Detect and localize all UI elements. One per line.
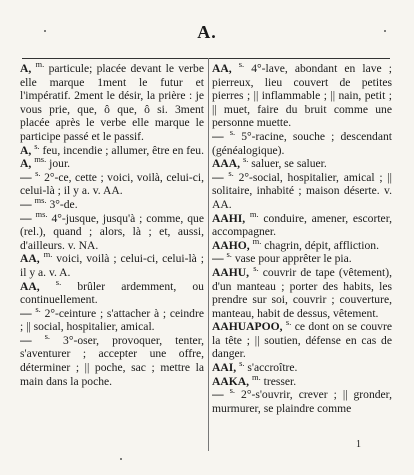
definition: couvrir de tape (vêtement), d'un manteau ; porter des habits, les prendre sur soi, couvrir ; couverture, manteau, habit de dessus, vêtement. (212, 265, 392, 320)
definition: 2°-ce, cette ; voici, voilà, celui-ci, celui-là ; il y a. v. AA. (20, 170, 204, 198)
headword: — (212, 252, 224, 266)
headword: AA, (20, 252, 40, 266)
grammar-tag: s. (226, 249, 232, 260)
headword: — (212, 129, 224, 143)
definition: ce dont on se couvre la tête ; || soutien, défense en cas de danger. (212, 320, 392, 361)
grammar-tag: s. (229, 385, 236, 396)
definition: 3°-de. (49, 197, 78, 211)
grammar-tag: m. (251, 371, 261, 382)
dictionary-entry (212, 167, 392, 212)
print-speck (120, 458, 122, 460)
dictionary-entry (212, 127, 392, 157)
page-heading: A. (197, 22, 217, 42)
grammar-tag: s. (35, 167, 41, 178)
grammar-tag: s. (55, 276, 62, 287)
headword: — (20, 333, 32, 347)
headword: — (20, 197, 32, 211)
definition: 4°-lave, abondant en lave ; pierreux, lieu couvert de petites pierres ; || inflammable ; || nain, petit ; || muet, faire du bruit comme une personne muette. (212, 62, 392, 130)
grammar-tag: s. (253, 263, 259, 274)
definition: tresser. (263, 374, 297, 388)
left-column (20, 62, 204, 455)
definition: s'accroître. (247, 361, 298, 375)
headword: AAHI, (212, 211, 246, 225)
dictionary-entry (212, 249, 392, 266)
grammar-tag: ms. (34, 154, 47, 165)
grammar-tag: s. (34, 140, 40, 151)
definition: voici, voilà ; celui-ci, celui-là ; il y a. v. A. (20, 252, 204, 279)
headword: AAHUAPOO, (212, 320, 283, 334)
definition: brûler ardemment, ou continuellement. (20, 279, 204, 307)
definition: 2°-s'ouvrir, crever ; || gronder, murmurer, se plaindre comme (212, 388, 392, 415)
headword: A, (20, 157, 32, 171)
print-speck (44, 30, 46, 32)
grammar-tag: m. (43, 249, 53, 260)
headword: — (212, 170, 224, 184)
dictionary-entry (20, 276, 204, 307)
definition: 3°-oser, provoquer, tenter, s'aventurer ; accepter une offre, déterminer ; || poche, sac ; mettre la main dans la poche. (20, 333, 204, 388)
dictionary-entry (20, 303, 204, 334)
dictionary-entry (212, 154, 392, 171)
definition: saluer, se saluer. (251, 157, 327, 171)
dictionary-entry (212, 208, 392, 239)
headword: AA, (212, 62, 232, 75)
definition: conduire, amener, escorter, accompagner. (212, 211, 392, 239)
grammar-tag: m. (252, 235, 262, 246)
dictionary-entry (20, 62, 204, 144)
grammar-tag: m. (249, 208, 259, 219)
header-rule (22, 58, 390, 59)
grammar-tag: s. (242, 154, 249, 165)
definition: 2°-social, hospitalier, amical ; || solitaire, inhabité ; maison déserte. v. AA. (212, 170, 392, 211)
dictionary-entry (212, 317, 392, 361)
headword: AAHO, (212, 238, 250, 252)
headword: AAI, (212, 361, 237, 375)
column-divider (208, 58, 209, 451)
dictionary-entry (212, 385, 392, 415)
headword: — (20, 170, 32, 184)
definition: chagrin, dépit, affliction. (264, 238, 379, 252)
dictionary-entry (212, 62, 392, 130)
definition: jour. (49, 157, 71, 171)
dictionary-entry (20, 331, 204, 388)
dictionary-entry (20, 154, 204, 171)
dictionary-entry (212, 235, 392, 253)
dictionary-entry (212, 358, 392, 375)
definition: particule; placée devant le verbe elle marque 1ment le futur et l'impératif. 2ment le désir, la prière : je vous prie, que, ô que, ô si. 3ment placée après le verbe elle marque le participe passé et le passif. (20, 62, 204, 143)
dictionary-entry (20, 140, 204, 158)
headword: AAKA, (212, 374, 250, 388)
dictionary-entry (20, 208, 204, 253)
right-column (212, 62, 392, 455)
headword: AAHU, (212, 265, 250, 279)
grammar-tag: s. (228, 167, 234, 178)
grammar-tag: s. (238, 62, 245, 70)
grammar-tag: ms. (35, 208, 48, 219)
grammar-tag: s. (35, 303, 41, 314)
dictionary-entry (20, 167, 204, 198)
headword: AA, (20, 279, 40, 293)
headword: — (212, 388, 224, 402)
folio-mark: 1 (356, 439, 361, 450)
definition: 4°-jusque, jusqu'à ; comme, que (rel.), quand ; alors, là ; et, aussi, d'ailleurs. v. NA. (20, 211, 204, 252)
grammar-tag: s. (229, 127, 236, 138)
grammar-tag: m. (35, 62, 45, 70)
definition: feu, incendie ; allumer, être en feu. (42, 143, 204, 157)
definition: vase pour apprêter le pia. (234, 252, 352, 266)
headword: — (20, 211, 32, 225)
definition: 2°-ceinture ; s'attacher à ; ceindre ; || social, hospitalier, amical. (20, 306, 204, 334)
print-speck (384, 30, 386, 32)
dictionary-entry (20, 249, 204, 279)
definition: 5°-racine, souche ; descendant (généalogique). (212, 129, 392, 157)
grammar-tag: s. (285, 317, 292, 328)
headword: — (20, 306, 32, 320)
dictionary-entry (212, 371, 392, 389)
dictionary-entry (212, 263, 392, 320)
grammar-tag: s. (239, 358, 245, 369)
headword: AAA, (212, 157, 241, 171)
headword: A, (20, 143, 32, 157)
headword: A, (20, 62, 32, 75)
grammar-tag: ms. (34, 195, 47, 206)
grammar-tag: s. (44, 331, 51, 342)
